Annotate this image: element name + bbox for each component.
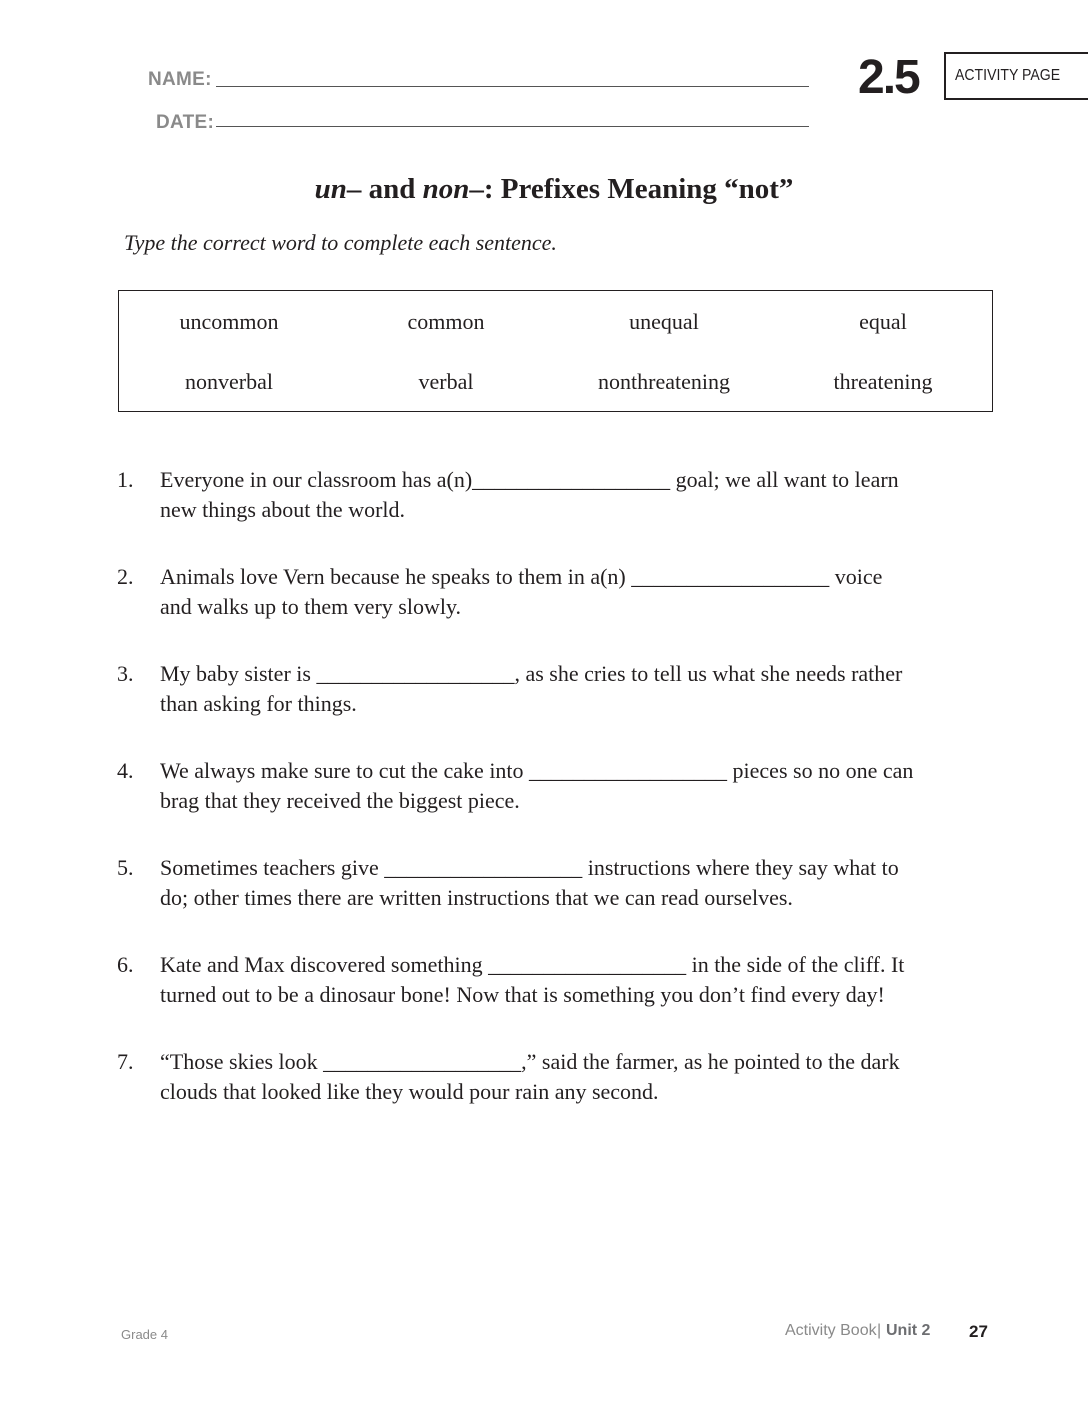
question-number: 1.: [117, 467, 134, 492]
question-line-1: Kate and Max discovered something __________________ in the side of the cliff. It: [160, 952, 905, 977]
activity-page-box: [944, 52, 1088, 100]
word-bank-word: verbal: [418, 369, 474, 394]
title-prefix-un: un: [314, 173, 347, 205]
name-label: NAME:: [148, 69, 212, 90]
word-bank-word: nonthreatening: [598, 369, 730, 394]
question-number: 2.: [117, 564, 134, 589]
title-and: and: [361, 173, 423, 205]
question-line-2: clouds that looked like they would pour rain any second.: [160, 1079, 659, 1104]
question-text[interactable]: [160, 659, 1005, 719]
name-line[interactable]: [216, 86, 809, 87]
word-bank-word: common: [407, 309, 485, 334]
question-number: 7.: [117, 1049, 134, 1074]
footer-grade: Grade 4: [121, 1327, 168, 1342]
title-dash: –: [346, 173, 362, 205]
question-text[interactable]: [160, 950, 1005, 1010]
question-line-1: Animals love Vern because he speaks to them in a(n) __________________ voice: [160, 564, 883, 589]
question-line-2: brag that they received the biggest piece.: [160, 788, 520, 813]
question-line-2: turned out to be a dinosaur bone! Now that is something you don’t find every day!: [160, 982, 885, 1007]
word-bank-word: unequal: [629, 309, 699, 334]
question-line-2: than asking for things.: [160, 691, 357, 716]
footer-unit: Unit 2: [886, 1322, 931, 1339]
title-rest: –: Prefixes Meaning “not”: [469, 173, 794, 205]
question-line-1: Everyone in our classroom has a(n)__________________ goal; we all want to learn: [160, 467, 899, 492]
page-title: [0, 169, 1088, 209]
footer-separator: |: [877, 1322, 882, 1339]
word-bank-word: uncommon: [179, 309, 279, 334]
question-number: 3.: [117, 661, 134, 686]
word-bank-word: nonverbal: [185, 369, 273, 394]
question-text[interactable]: [160, 853, 1005, 913]
question-number: 6.: [117, 952, 134, 977]
title-prefix-non: non: [422, 173, 470, 205]
word-bank-word: equal: [859, 309, 907, 334]
question-number: 5.: [117, 855, 134, 880]
question-line-2: do; other times there are written instructions that we can read ourselves.: [160, 885, 793, 910]
question-line-1: My baby sister is __________________, as she cries to tell us what she needs rather: [160, 661, 903, 686]
lesson-number: 2.5: [858, 51, 919, 104]
date-label: DATE:: [156, 112, 215, 133]
word-bank: [118, 290, 993, 412]
question-line-1: “Those skies look __________________,” said the farmer, as he pointed to the dark: [160, 1049, 900, 1074]
page-number: 27: [969, 1322, 988, 1341]
word-bank-word: threatening: [833, 369, 933, 394]
question-line-1: We always make sure to cut the cake into __________________ pieces so no one can: [160, 758, 914, 783]
question-line-1: Sometimes teachers give __________________ instructions where they say what to: [160, 855, 899, 880]
question-text[interactable]: [160, 562, 1005, 622]
question-line-2: and walks up to them very slowly.: [160, 594, 462, 619]
question-line-2: new things about the world.: [160, 497, 406, 522]
activity-page-label: ACTIVITY PAGE: [955, 67, 1061, 84]
footer-book-title: Activity Book: [785, 1322, 877, 1339]
question-text[interactable]: [160, 756, 1005, 816]
date-line[interactable]: [216, 126, 809, 127]
question-text[interactable]: [160, 1047, 1005, 1107]
question-number: 4.: [117, 758, 134, 783]
question-text[interactable]: [160, 465, 1005, 525]
instructions: Type the correct word to complete each sentence.: [124, 230, 557, 255]
